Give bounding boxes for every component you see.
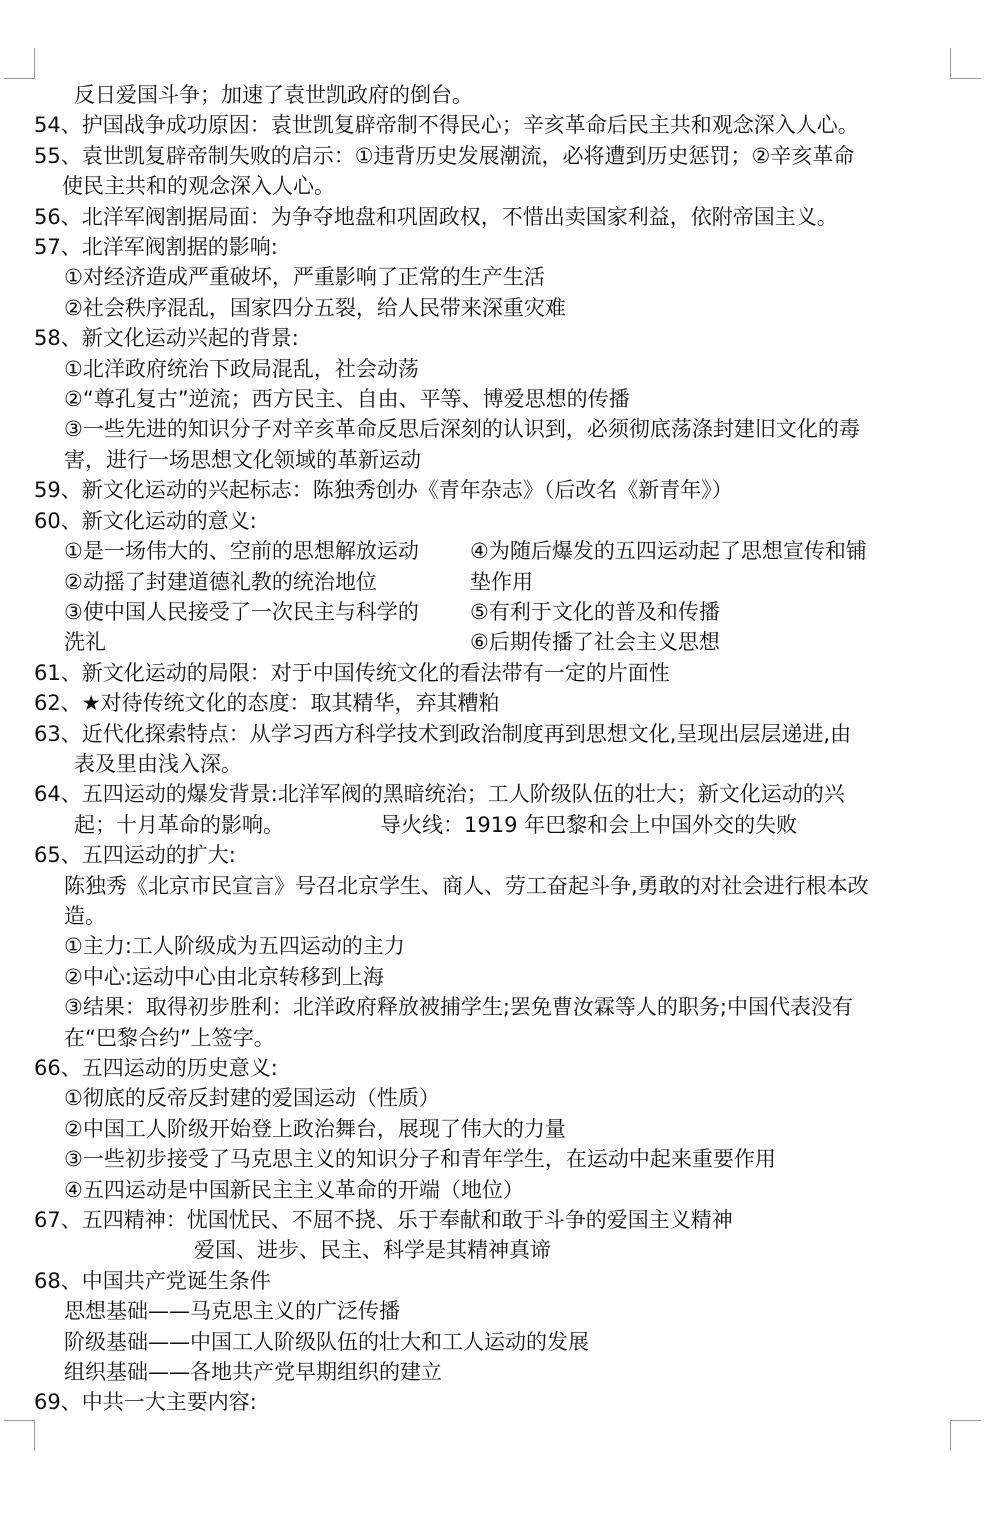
item-58: 58、新文化运动兴起的背景: — [34, 326, 299, 351]
text-line: ①彻底的反帝反封建的爱国运动（性质） — [64, 1086, 440, 1111]
text-line: ②动摇了封建道德礼教的统治地位 — [64, 569, 377, 594]
text-line — [34, 810, 964, 840]
two-column-block — [34, 536, 964, 566]
text-line: ②社会秩序混乱，国家四分五裂，给人民带来深重灾难 — [64, 295, 566, 320]
item-63: 63、近代化探索特点：从学习西方科学技术到政治制度再到思想文化,呈现出层层递进,由 — [34, 721, 852, 746]
text-line: ②“尊孔复古”逆流；西方民主、自由、平等、博爱思想的传播 — [64, 387, 630, 412]
text-line: ④五四运动是中国新民主主义革命的开端（地位） — [64, 1177, 524, 1202]
item-67: 67、五四精神：忧国忧民、不屈不挠、乐于奉献和敢于斗争的爱国主义精神 — [34, 1208, 733, 1233]
text-line: ③一些先进的知识分子对辛亥革命反思后深刻的认识到，必须彻底荡涤封建旧文化的毒 — [64, 417, 860, 442]
crop-mark-top-right — [950, 48, 981, 79]
item-55: 55、袁世凯复辟帝制失败的启示：①违背历史发展潮流，必将遭到历史惩罚；②辛亥革命 — [34, 143, 855, 168]
item-56: 56、北洋军阀割据局面：为争夺地盘和巩固政权，不惜出卖国家利益，依附帝国主义。 — [34, 204, 838, 229]
item-62: 62、★对待传统文化的态度：取其精华，弃其糟粕 — [34, 691, 500, 716]
text-line: ①对经济造成严重破坏，严重影响了正常的生产生活 — [64, 265, 545, 290]
item-59: 59、新文化运动的兴起标志：陈独秀创办《青年杂志》（后改名《新青年》） — [34, 478, 733, 503]
text-line: ①主力:工人阶级成为五四运动的主力 — [64, 934, 405, 959]
text-line: 造。 — [64, 903, 106, 928]
two-column-block — [34, 627, 964, 657]
text-line: 使民主共和的观念深入人心。 — [62, 174, 335, 199]
text-line: ⑥后期传播了社会主义思想 — [470, 630, 720, 655]
text-line: ③一些初步接受了马克思主义的知识分子和青年学生，在运动中起来重要作用 — [64, 1147, 776, 1172]
text-line: 阶级基础——中国工人阶级队伍的壮大和工人运动的发展 — [64, 1329, 589, 1354]
text-line: ①是一场伟大的、空前的思想解放运动 — [64, 539, 419, 564]
item-60: 60、新文化运动的意义: — [34, 508, 257, 533]
crop-mark-bottom-right — [950, 1420, 981, 1451]
text-line: 陈独秀《北京市民宣言》号召北京学生、商人、劳工奋起斗争,勇敢的对社会进行根本改 — [64, 873, 869, 898]
text-line: 爱国、进步、民主、科学是其精神真谛 — [194, 1238, 551, 1263]
text-line: 组织基础——各地共产党早期组织的建立 — [64, 1360, 442, 1385]
text-segment: 导火线：1919 年巴黎和会上中国外交的失败 — [380, 812, 798, 837]
crop-mark-bottom-left — [4, 1420, 35, 1451]
crop-mark-top-left — [4, 48, 35, 79]
item-64: 64、五四运动的爆发背景:北洋军阀的黑暗统治；工人阶级队伍的壮大；新文化运动的兴 — [34, 782, 845, 807]
item-68: 68、中国共产党诞生条件 — [34, 1268, 271, 1293]
text-line: ②中心:运动中心由北京转移到上海 — [64, 964, 384, 989]
text-line: ③使中国人民接受了一次民主与科学的 — [64, 599, 419, 624]
text-line: 反日爱国斗争；加速了袁世凯政府的倒台。 — [74, 83, 473, 107]
notes-body — [34, 80, 964, 1418]
item-65: 65、五四运动的扩大: — [34, 843, 236, 868]
two-column-block — [34, 597, 964, 627]
text-segment: 起；十月革命的影响。 — [74, 812, 284, 837]
text-line: 垫作用 — [470, 569, 533, 594]
text-line: ④为随后爆发的五四运动起了思想宣传和铺 — [470, 539, 867, 564]
text-line: ①北洋政府统治下政局混乱，社会动荡 — [64, 356, 419, 381]
text-line: ②中国工人阶级开始登上政治舞台，展现了伟大的力量 — [64, 1116, 566, 1141]
text-line: 在“巴黎合约”上签字。 — [64, 1025, 275, 1050]
text-line: 害，进行一场思想文化领域的革新运动 — [64, 447, 421, 472]
text-line: 思想基础——马克思主义的广泛传播 — [64, 1299, 400, 1324]
two-column-block — [34, 567, 964, 597]
text-line: ③结果：取得初步胜利：北洋政府释放被捕学生;罢免曹汝霖等人的职务;中国代表没有 — [64, 995, 853, 1020]
text-line: 洗礼 — [64, 630, 106, 655]
item-57: 57、北洋军阀割据的影响: — [34, 235, 278, 260]
text-line: ⑤有利于文化的普及和传播 — [470, 599, 720, 624]
item-61: 61、新文化运动的局限：对于中国传统文化的看法带有一定的片面性 — [34, 660, 670, 685]
text-line: 表及里由浅入深。 — [74, 751, 242, 776]
item-69: 69、中共一大主要内容: — [34, 1390, 257, 1415]
item-54: 54、护国战争成功原因：袁世凯复辟帝制不得民心；辛亥革命后民主共和观念深入人心。 — [34, 113, 859, 138]
item-66: 66、五四运动的历史意义: — [34, 1056, 278, 1080]
